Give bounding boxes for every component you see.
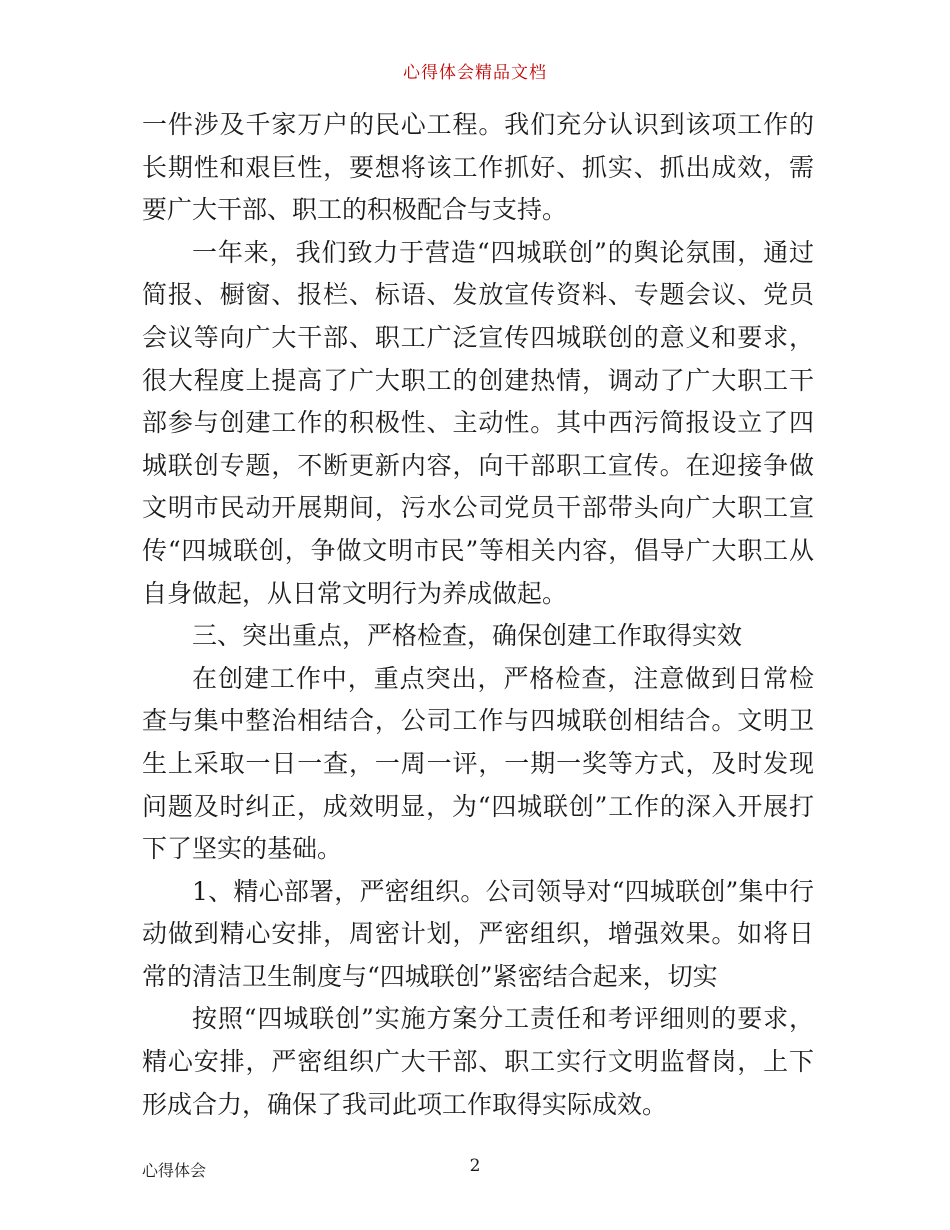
section-heading-3: 三、突出重点，严格检查，确保创建工作取得实效 — [192, 621, 743, 651]
page-header-title: 心得体会精品文档 — [403, 63, 547, 83]
paragraph-1: 一件涉及千家万户的民心工程。我们充分认识到该项工作的长期性和艰巨性，要想将该工作抓好、抓实、抓出成效，需要广大干部、职工的积极配合与支持。 — [142, 110, 814, 225]
paragraph-2: 一年来，我们致力于营造“四城联创”的舆论氛围，通过简报、橱窗、报栏、标语、发放宣传资料、专题会议、党员会议等向广大干部、职工广泛宣传四城联创的意义和要求，很大程度上提高了广大职工的创建热情，调动了广大职工干部参与创建工作的积极性、主动性。其中西污简报设立了四城联创专题，不断更新内容，向干部职工宣传。在迎接争做文明市民动开展期间，污水公司党员干部带头向广大职工宣传“四城联创，争做文明市民”等相关内容，倡导广大职工从自身做起，从日常文明行为养成做起。 — [142, 237, 814, 608]
footer-label: 心得体会 — [142, 1161, 207, 1180]
paragraph-5: 1、精心部署，严密组织。公司领导对“四城联创”集中行动做到精心安排，周密计划，严密组织，增强效果。如将日常的清洁卫生制度与“四城联创”紧密结合起来，切实 — [142, 876, 814, 991]
document-body — [142, 104, 814, 1126]
paragraph-6: 按照“四城联创”实施方案分工责任和考评细则的要求，精心安排，严密组织广大干部、职工实行文明监督岗，上下形成合力，确保了我司此项工作取得实际成效。 — [142, 1004, 814, 1119]
page-number: 2 — [469, 1156, 481, 1176]
paragraph-4: 在创建工作中，重点突出，严格检查，注意做到日常检查与集中整治相结合，公司工作与四城联创相结合。文明卫生上采取一日一查，一周一评，一期一奖等方式，及时发现问题及时纠正，成效明显，为“四城联创”工作的深入开展打下了坚实的基础。 — [142, 663, 814, 864]
